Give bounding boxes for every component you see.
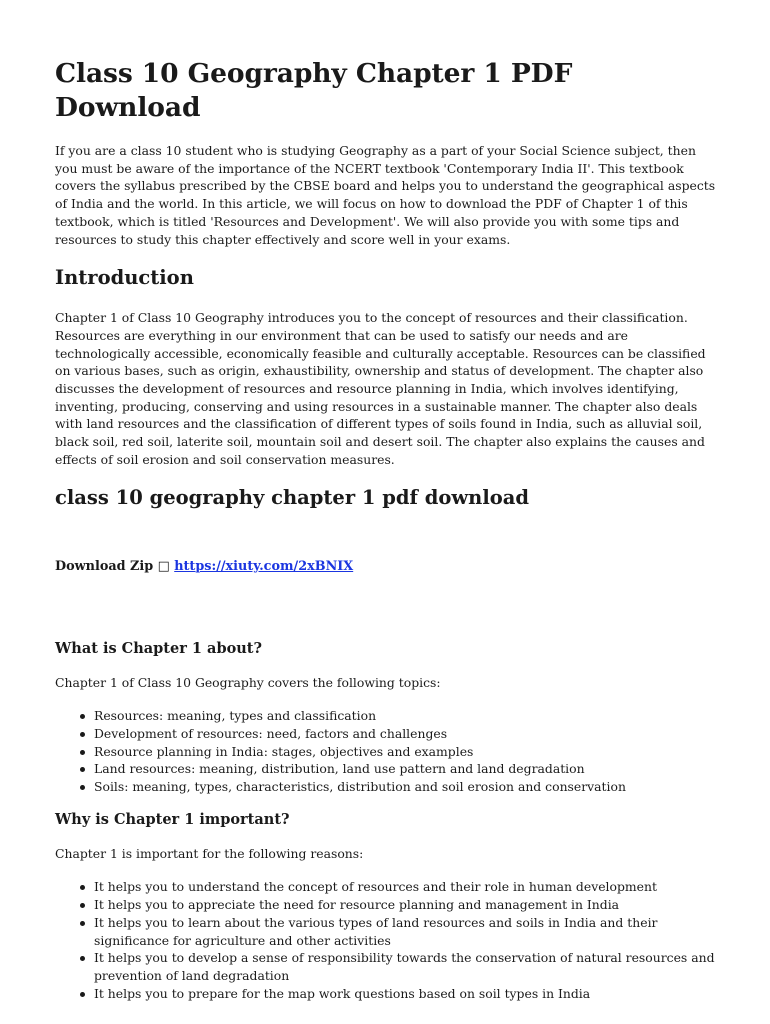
why-heading: Why is Chapter 1 important? bbox=[55, 810, 290, 828]
list-item: It helps you to learn about the various types of land resources and soils in India and their significance for agriculture and other activities bbox=[94, 914, 718, 949]
list-item: Resources: meaning, types and classification bbox=[94, 707, 718, 725]
list-item: Resource planning in India: stages, objectives and examples bbox=[94, 743, 718, 761]
list-item: It helps you to appreciate the need for resource planning and management in India bbox=[94, 896, 718, 914]
list-item: It helps you to develop a sense of responsibility towards the conservation of natural resources and prevention of land degradation bbox=[94, 949, 718, 984]
list-item: It helps you to prepare for the map work questions based on soil types in India bbox=[94, 985, 718, 1003]
what-paragraph: Chapter 1 of Class 10 Geography covers the following topics: bbox=[55, 674, 441, 690]
pdf-download-heading: class 10 geography chapter 1 pdf download bbox=[55, 485, 529, 509]
topics-list bbox=[55, 707, 718, 796]
introduction-paragraph: Chapter 1 of Class 10 Geography introduces you to the concept of resources and their classification. Resources are everything in our environment that can be used to satisfy our needs and are technologically accessible, economically feasible and culturally acceptable. Resources can be classified on various bases, such as origin, exhaustibility, ownership and status of development. The chapter also discusses the development of resources and resource planning in India, which involves identifying, inventing, producing, conserving and using resources in a sustainable manner. The chapter also deals with land resources and the classification of different types of soils found in India, such as alluvial soil, black soil, red soil, laterite soil, mountain soil and desert soil. The chapter also explains the causes and effects of soil erosion and soil conservation measures. bbox=[55, 310, 706, 467]
list-item: Land resources: meaning, distribution, land use pattern and land degradation bbox=[94, 760, 718, 778]
introduction-heading: Introduction bbox=[55, 266, 194, 290]
list-item: Development of resources: need, factors and challenges bbox=[94, 725, 718, 743]
download-zip-label: Download Zip □ bbox=[55, 558, 175, 574]
why-paragraph: Chapter 1 is important for the following reasons: bbox=[55, 845, 364, 861]
download-zip-line bbox=[55, 558, 718, 576]
what-heading: What is Chapter 1 about? bbox=[55, 639, 262, 657]
intro-paragraph: If you are a class 10 student who is studying Geography as a part of your Social Science subject, then you must be aware of the importance of the NCERT textbook 'Contemporary India II'. This textbook covers the syllabus prescribed by the CBSE board and helps you to understand the geographical aspects of India and the world. In this article, we will focus on how to download the PDF of Chapter 1 of this textbook, which is titled 'Resources and Development'. We will also provide you with some tips and resources to study this chapter effectively and score well in your exams. bbox=[55, 143, 716, 247]
reasons-list bbox=[55, 878, 718, 1002]
list-item: Soils: meaning, types, characteristics, distribution and soil erosion and conservation bbox=[94, 778, 718, 796]
list-item: It helps you to understand the concept of resources and their role in human development bbox=[94, 878, 718, 896]
download-link[interactable]: https://xiuty.com/2xBNIX bbox=[174, 558, 354, 574]
page-title: Class 10 Geography Chapter 1 PDF Download bbox=[55, 58, 573, 123]
